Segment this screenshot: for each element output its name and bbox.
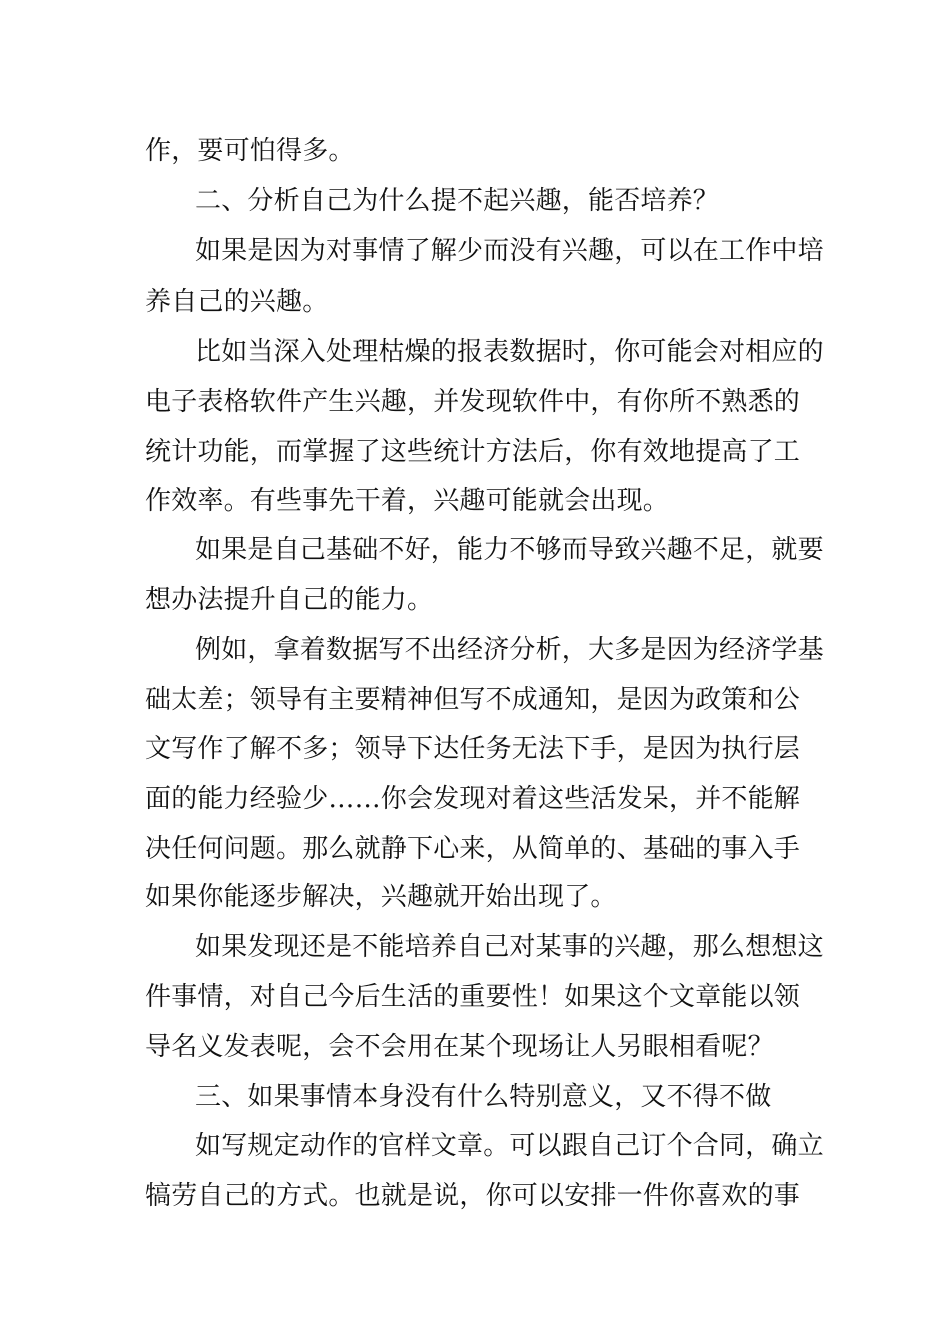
text-line: 想办法提升自己的能力。 [145,585,434,615]
text-line: 作效率。有些事先干着，兴趣可能就会出现。 [145,486,670,516]
text-line: 件事情，对自己今后生活的重要性！如果这个文章能以领 [145,982,801,1012]
text-line: 养自己的兴趣。 [145,287,329,317]
text-line: 如写规定动作的官样文章。可以跟自己订个合同，确立 [195,1131,824,1161]
text-line: 如果你能逐步解决，兴趣就开始出现了。 [145,882,617,912]
text-line: 础太差；领导有主要精神但写不成通知，是因为政策和公 [145,685,801,715]
text-line: 如果发现还是不能培养自己对某事的兴趣，那么想想这 [195,932,824,962]
text-line: 例如，拿着数据写不出经济分析，大多是因为经济学基 [195,635,824,665]
section-heading: 三、如果事情本身没有什么特别意义，又不得不做 [195,1082,772,1112]
text-line: 导名义发表呢，会不会用在某个现场让人另眼相看呢？ [145,1032,774,1062]
text-line: 比如当深入处理枯燥的报表数据时，你可能会对相应的 [195,337,824,367]
section-heading: 二、分析自己为什么提不起兴趣，能否培养？ [195,186,720,216]
text-line: 文写作了解不多；领导下达任务无法下手，是因为执行层 [145,734,801,764]
text-line: 犒劳自己的方式。也就是说，你可以安排一件你喜欢的事 [145,1181,801,1211]
text-line: 如果是自己基础不好，能力不够而导致兴趣不足，就要 [195,535,824,565]
text-line: 电子表格软件产生兴趣，并发现软件中，有你所不熟悉的 [145,387,801,417]
text-line: 决任何问题。那么就静下心来，从简单的、基础的事入手 [145,834,801,864]
text-line: 如果是因为对事情了解少而没有兴趣，可以在工作中培 [195,236,824,266]
text-line: 统计功能，而掌握了这些统计方法后，你有效地提高了工 [145,437,801,467]
text-line: 作，要可怕得多。 [145,136,355,166]
text-line: 面的能力经验少……你会发现对着这些活发呆，并不能解 [145,784,801,814]
